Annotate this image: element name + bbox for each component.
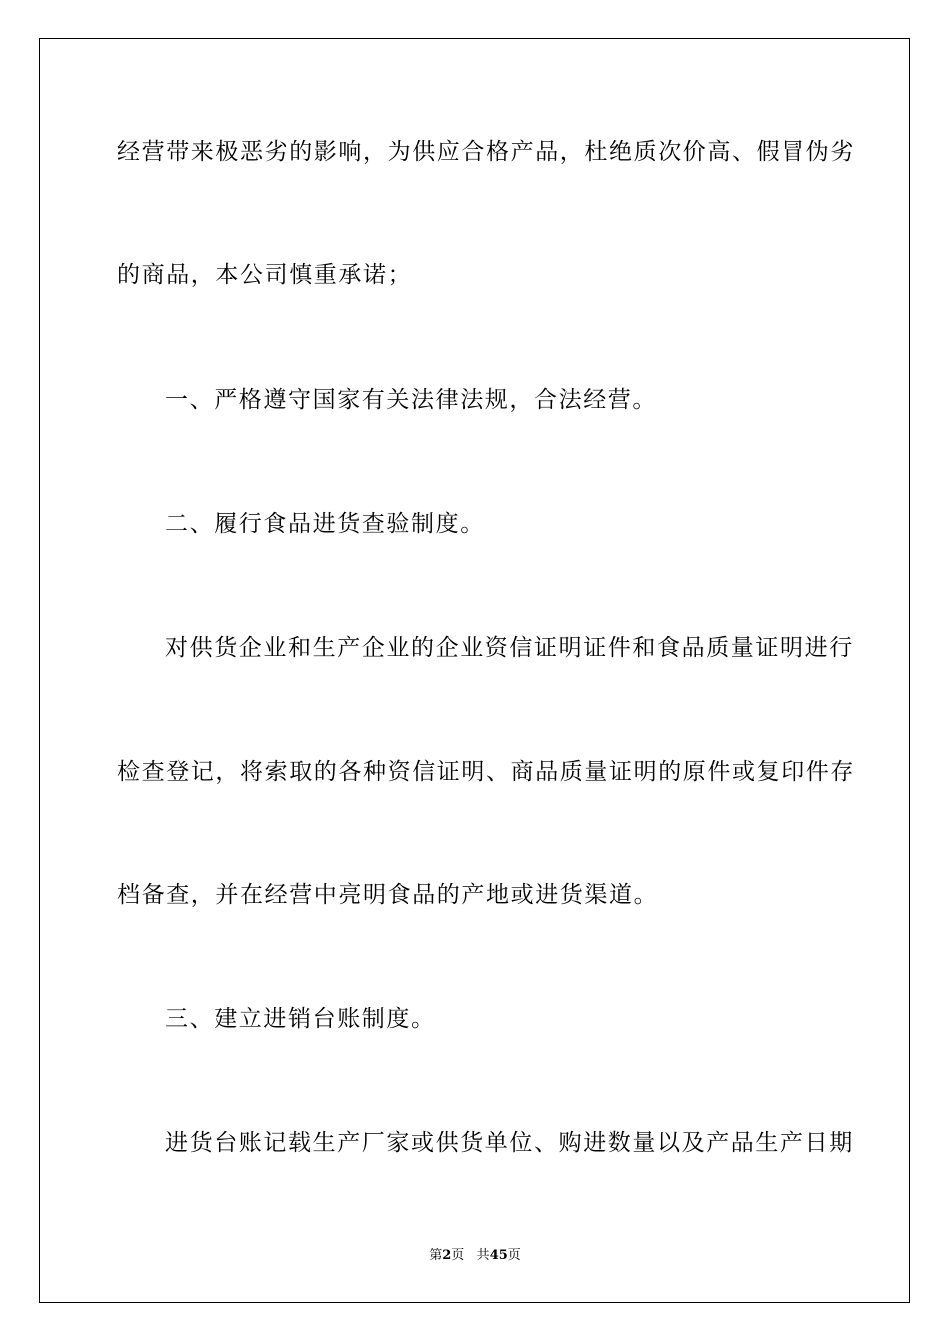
paragraph-line-3: 对供货企业和生产企业的企业资信证明证件和食品质量证明进行 bbox=[165, 635, 854, 661]
section-heading-3: 三、建立进销台账制度。 bbox=[165, 1006, 436, 1032]
page-suffix: 页 bbox=[451, 1248, 465, 1263]
paragraph-line-1: 经营带来极恶劣的影响，为供应合格产品，杜绝质次价高、假冒伪劣 bbox=[117, 139, 855, 165]
total-suffix: 页 bbox=[507, 1248, 521, 1263]
page-number: 2 bbox=[442, 1248, 452, 1263]
page-prefix: 第 bbox=[429, 1248, 443, 1263]
page-border bbox=[39, 38, 910, 1303]
total-pages: 45 bbox=[489, 1248, 508, 1263]
paragraph-line-6: 进货台账记载生产厂家或供货单位、购进数量以及产品生产日期 bbox=[165, 1130, 854, 1156]
paragraph-line-2: 的商品，本公司慎重承诺； bbox=[117, 262, 413, 288]
section-heading-1: 一、严格遵守国家有关法律法规，合法经营。 bbox=[165, 387, 657, 413]
page-footer bbox=[0, 1247, 950, 1265]
total-prefix: 共 bbox=[476, 1248, 490, 1263]
section-heading-2: 二、履行食品进货查验制度。 bbox=[165, 511, 485, 537]
paragraph-line-4: 检查登记，将索取的各种资信证明、商品质量证明的原件或复印件存 bbox=[117, 759, 855, 785]
paragraph-line-5: 档备查，并在经营中亮明食品的产地或进货渠道。 bbox=[117, 882, 659, 908]
